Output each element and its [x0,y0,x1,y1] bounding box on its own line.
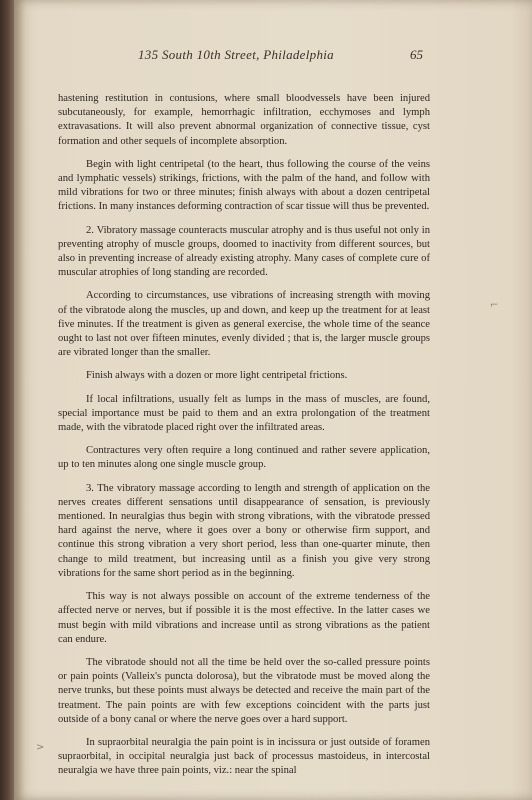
paragraph: hastening restitution in contusions, where small bloodvessels have been injured subcutaneously, for example, hemorrhagic infiltration, ecchymoses and lymph extravasations. It will also prevent abnormal organization of connective tissue, cyst formation and other sequels of incomplete absorption. [58,93,430,147]
page-number: 65 [410,47,423,62]
margin-mark: ⌐ [490,300,499,311]
running-header: 135 South 10th Street, Philadelphia [138,47,334,62]
paragraph: Contractures very often require a long continued and rather severe application, up to ten minutes along one single muscle group. [58,445,430,471]
paragraph: If local infiltrations, usually felt as lumps in the mass of muscles, are found, special importance must be paid to them and an extra prolongation of the treatment made, with the vibratode placed right over the infiltrated areas. [58,393,430,434]
paragraph: According to circumstances, use vibrations of increasing strength with moving of the vibratode along the muscles, up and down, and keep up the treatment for at least five minutes. If the treatment is given as general exercise, the whole time of the seance ought to last not over fifteen minutes, evenly divided ; that is, the larger muscle groups are vibrated longer than the smaller. [58,290,430,359]
paragraph: In supraorbital neuralgia the pain point is in incissura or just outside of foramen supraorbital, in occipital neuralgia just back of processus mastoideus, in intercostal neuralgia we have three pain points, viz.: near the spinal [58,736,430,777]
page-body [58,92,430,788]
paragraph: The vibratode should not all the time be held over the so-called pressure points or pain points (Valleix's puncta dolorosa), but the vibratode must be moved along the nerve trunks, but these points must always be detected and receive the main part of the treatment. The pain points are with few exceptions coincident with the parts just outside of a bony canal or where the nerve goes over a hard support. [58,656,430,725]
page-edge [512,0,532,800]
margin-mark: > [36,742,45,753]
paragraph: 3. The vibratory massage according to length and strength of application on the nerves creates different sensations until disappearance of sensation, is previously mentioned. In neuralgias thus begin with strong vibrations, with the vibratode pressed hard against the nerve, where it goes over a bony or otherwise firm support, and continue this strong vibration a very short period, less than one-quarter minute, then change to mild treatment, but increasing until as a finish you give very strong vibrations for the same short period as in the beginning. [58,482,430,579]
paragraph: 2. Vibratory massage counteracts muscular atrophy and is thus useful not only in preventing atrophy of muscle groups, doomed to inactivity from different sources, but also in preventing increase of already existing atrophy. Many cases of complete cure of muscular atrophies of long standing are recorded. [58,224,430,279]
paragraph: Finish always with a dozen or more light centripetal frictions. [86,370,348,382]
paragraph: This way is not always possible on account of the extreme tenderness of the affected nerve or nerves, but if possible it is the most effective. In the latter cases we must begin with mild vibrations and increase until as strong vibrations as the patient can endure. [58,591,430,645]
paragraph: Begin with light centripetal (to the heart, thus following the course of the veins and lymphatic vessels) strikings, frictions, with the palm of the hand, and follow with mild vibrations for two or three minutes; finish always with about a dozen centripetal frictions. In many instances deforming contraction of scar tissue will thus be prevented. [58,158,430,213]
